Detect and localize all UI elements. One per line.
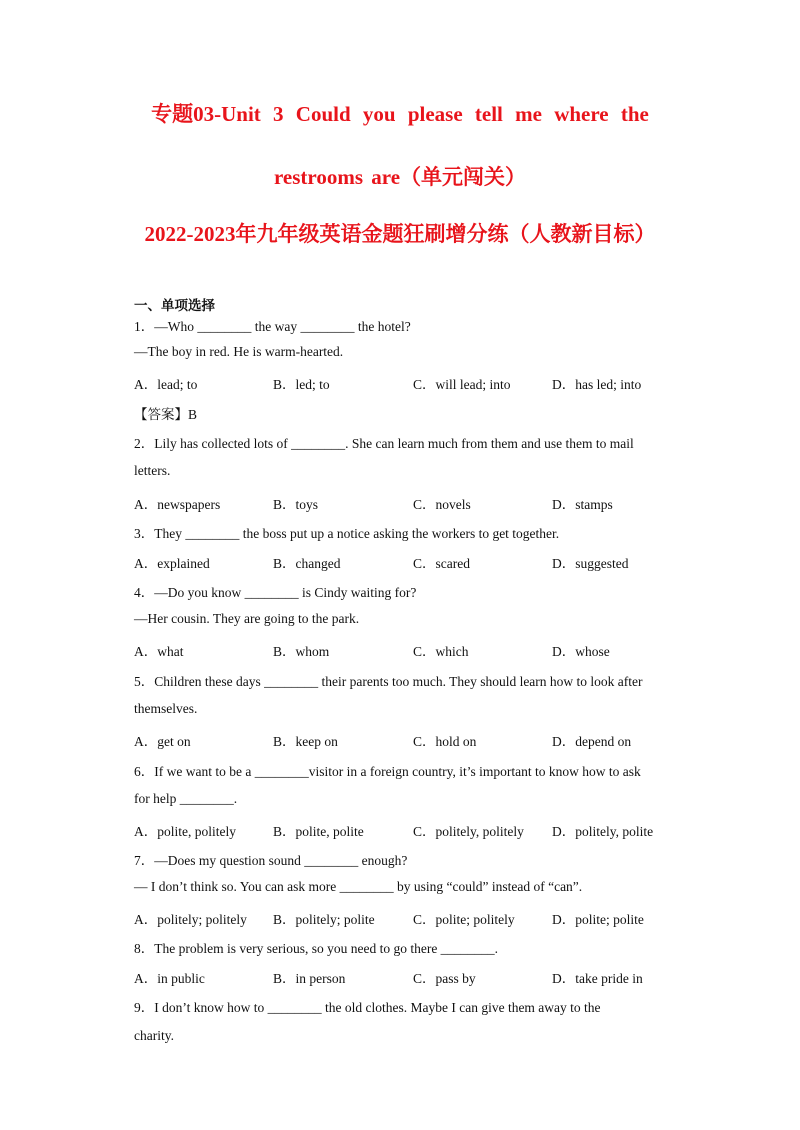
question-9-text: 9．I don’t know how to ________ the old clothes. Maybe I can give them away to the [134, 1000, 601, 1015]
option-b: B．keep on [273, 734, 338, 749]
section-title: 一、单项选择 [134, 298, 215, 313]
title-line-2: restrooms are（单元闯关） [273, 165, 527, 189]
question-8-text: 8．The problem is very serious, so you need to go there ________. [134, 941, 499, 956]
option-a: A．explained [134, 556, 210, 571]
option-b: B．polite, polite [273, 824, 364, 839]
question-6-text: 6．If we want to be a ________visitor in a foreign country, it’s important to know how to ask [134, 764, 641, 779]
option-d: D．whose [552, 644, 610, 659]
option-d: D．take pride in [552, 971, 643, 986]
option-b: B．toys [273, 497, 319, 512]
question-1-reply: —The boy in red. He is warm-hearted. [134, 344, 344, 359]
question-9-text-cont: charity. [134, 1028, 174, 1043]
option-a: A．polite, politely [134, 824, 236, 839]
question-5-text-cont: themselves. [134, 701, 198, 716]
option-c: C．novels [413, 497, 471, 512]
option-d: D．suggested [552, 556, 629, 571]
option-c: C．will lead; into [413, 377, 511, 392]
option-a: A．lead; to [134, 377, 198, 392]
option-b: B．in person [273, 971, 346, 986]
question-6-text-cont: for help ________. [134, 791, 238, 806]
question-7-text: 7．—Does my question sound ________ enough? [134, 853, 408, 868]
option-d: D．stamps [552, 497, 613, 512]
question-1-text: 1．—Who ________ the way ________ the hotel? [134, 319, 411, 334]
option-b: B．whom [273, 644, 330, 659]
option-b: B．changed [273, 556, 341, 571]
question-2-text-cont: letters. [134, 463, 171, 478]
question-4-text: 4．—Do you know ________ is Cindy waiting for? [134, 585, 417, 600]
question-7-reply: — I don’t think so. You can ask more ________ by using “could” instead of “can”. [134, 879, 583, 894]
answer-label: 【答案】B [134, 407, 198, 422]
title-line-3: 2022-2023年九年级英语金题狂刷增分练（人教新目标） [144, 222, 656, 246]
option-b: B．led; to [273, 377, 330, 392]
question-4-reply: —Her cousin. They are going to the park. [134, 611, 360, 626]
option-c: C．pass by [413, 971, 476, 986]
option-c: C．politely, politely [413, 824, 524, 839]
option-d: D．politely, polite [552, 824, 654, 839]
option-a: A．newspapers [134, 497, 221, 512]
option-a: A．in public [134, 971, 205, 986]
question-5-text: 5．Children these days ________ their parents too much. They should learn how to look after [134, 674, 643, 689]
option-a: A．get on [134, 734, 191, 749]
option-c: C．which [413, 644, 469, 659]
question-2-text: 2．Lily has collected lots of ________. She can learn much from them and use them to mail [134, 436, 634, 451]
option-a: A．what [134, 644, 184, 659]
title-line-1: 专题03-Unit 3 Could you please tell me where the [151, 102, 649, 126]
question-3-text: 3．They ________ the boss put up a notice asking the workers to get together. [134, 526, 560, 541]
option-c: C．scared [413, 556, 470, 571]
option-a: A．politely; politely [134, 912, 247, 927]
option-d: D．polite; polite [552, 912, 644, 927]
option-d: D．depend on [552, 734, 632, 749]
option-c: C．polite; politely [413, 912, 515, 927]
option-b: B．politely; polite [273, 912, 375, 927]
option-c: C．hold on [413, 734, 477, 749]
option-d: D．has led; into [552, 377, 642, 392]
